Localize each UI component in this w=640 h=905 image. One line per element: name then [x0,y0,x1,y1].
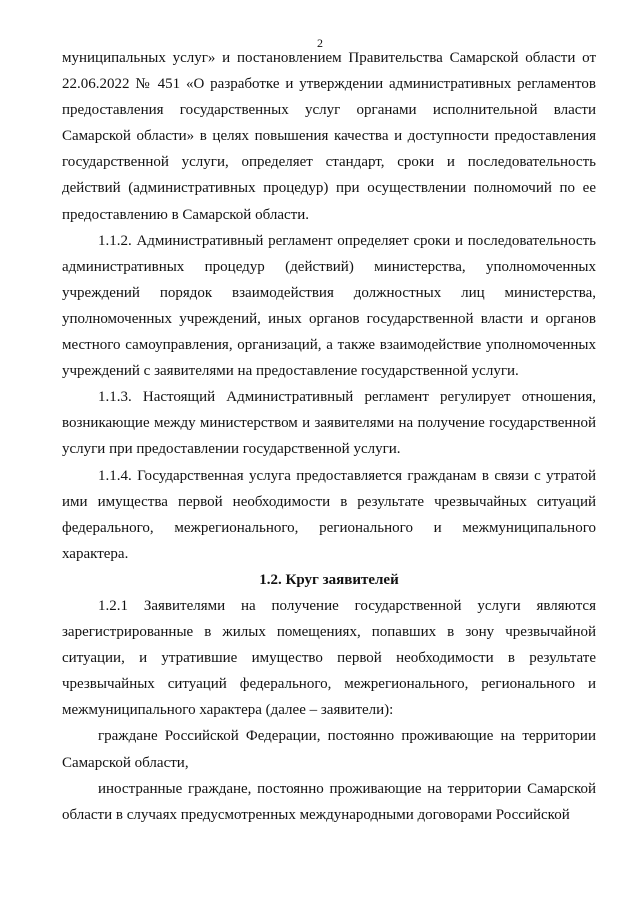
paragraph-continuation: муниципальных услуг» и постановлением Правительства Самарской области от 22.06.2022 № 451 «О разработке и утверждении административных регламентов предоставления государственных услуг органами исполнительной власти Самарской области» в целях повышения качества и доступности предоставления государственной услуги, определяет стандарт, сроки и последовательность действий (административных процедур) при осуществлении полномочий по ее предоставлению в Самарской области. [62,50,596,223]
paragraph-1-1-3: 1.1.3. Настоящий Административный регламент регулирует отношения, возникающие между министерством и заявителями на получение государственной услуги при предоставлении государственной услуги. [62,389,596,458]
section-heading: 1.2. Круг заявителей [259,571,399,588]
paragraph-1-1-2: 1.1.2. Административный регламент определяет сроки и последовательность административных процедур (действий) министерства, уполномоченных учреждений порядок взаимодействия должностных лиц министерства, уполномоченных учреждений, иных органов государственной власти и органов местного самоуправления, организаций, а также взаимодействие уполномоченных учреждений с заявителями на предоставление государственной услуги. [62,232,596,380]
list-item-citizens: граждане Российской Федерации, постоянно проживающие на территории Самарской области, [62,728,596,771]
page-number: 2 [317,36,323,50]
list-item-foreign-citizens: иностранные граждане, постоянно проживающие на территории Самарской области в случаях предусмотренных международными договорами Российской [62,780,596,823]
document-body [62,45,596,828]
paragraph-1-1-4: 1.1.4. Государственная услуга предоставляется гражданам в связи с утратой ими имущества первой необходимости в результате чрезвычайных ситуаций федерального, межрегионального, регионального и межмуниципального характера. [62,467,596,562]
paragraph-1-2-1: 1.2.1 Заявителями на получение государственной услуги являются зарегистрированные в жилых помещениях, попавших в зону чрезвычайной ситуации, и утратившие имущество первой необходимости в результате чрезвычайных ситуаций федерального, межрегионального, регионального и межмуниципального характера (далее – заявители): [62,597,596,719]
